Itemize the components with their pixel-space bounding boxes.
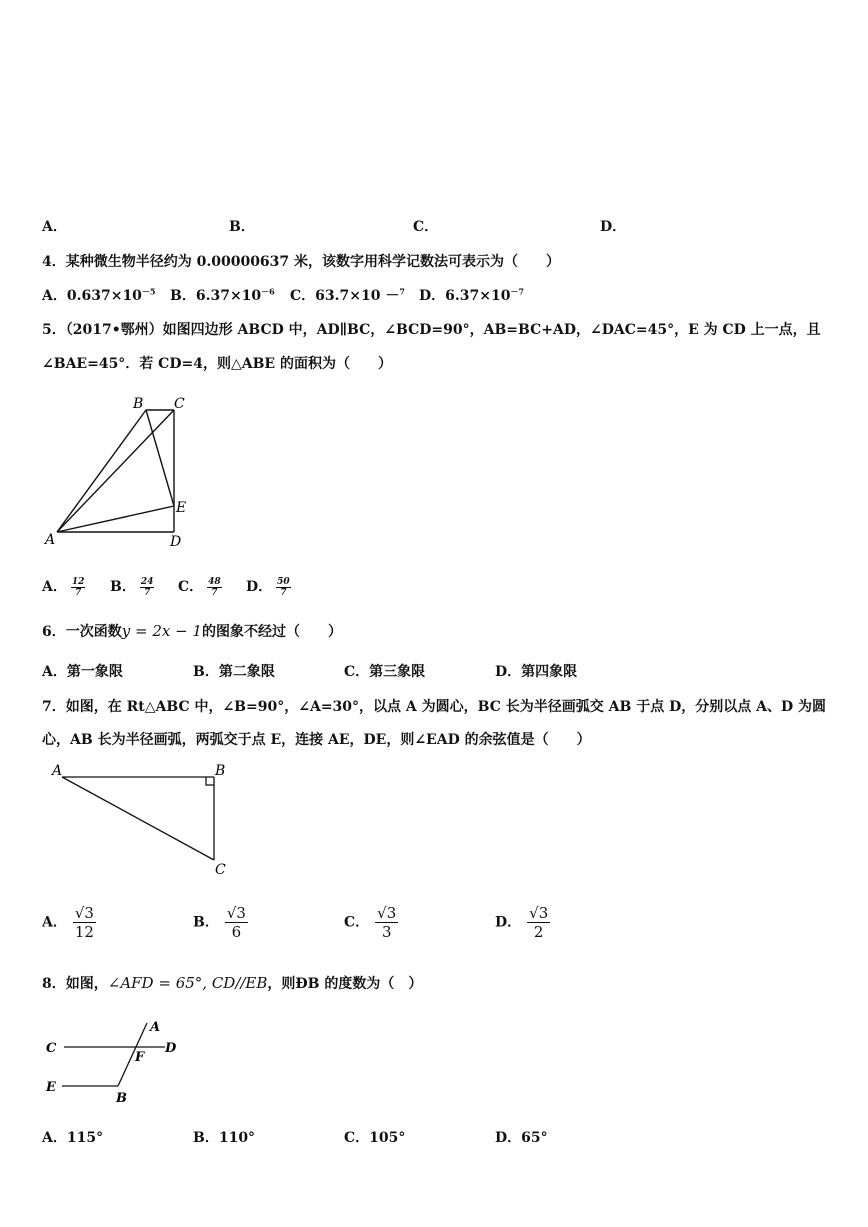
q5-option-d[interactable]: D． $\frac{50}{7}$ (246, 576, 290, 598)
q3-option-b[interactable]: B． (229, 219, 255, 235)
q7-label-c: C (215, 862, 226, 878)
q4-option-c[interactable]: C．63.7×10 －$^7$ (290, 286, 405, 304)
q6-option-d[interactable]: D．第四象限 (495, 664, 578, 680)
q8-option-d[interactable]: D．65° (495, 1130, 548, 1146)
q5-option-b[interactable]: B． $\frac{24}{7}$ (110, 576, 154, 598)
q4-option-a[interactable]: A．$0.637\times 10^{-5}$ (42, 286, 156, 304)
q5-stem-line2: ∠BAE=45°．若 CD=4，则△ABE 的面积为（ ） (42, 356, 392, 372)
q7-stem-line2: 心，AB 长为半径画弧，两弧交于点 E，连接 AE，DE，则∠EAD 的余弦值是（ ） (42, 732, 591, 748)
q7-stem-line1: 7．如图，在 Rt△ABC 中，∠B=90°，∠A=30°，以点 A 为圆心，BC 长为半径画弧交 AB 于点 D，分别以点 A、D 为圆 (42, 699, 826, 715)
q7-right-angle-mark (206, 777, 214, 785)
q8-label-b: B (116, 1091, 127, 1106)
q6-formula: y = 2x − 1 (121, 622, 202, 640)
q5-label-e: E (176, 500, 187, 516)
q6-option-a[interactable]: A．第一象限 (42, 664, 123, 680)
q8-label-e: E (46, 1080, 56, 1095)
q6-option-b[interactable]: B．第二象限 (193, 664, 275, 680)
q7-figure (48, 760, 238, 880)
q6-stem: 6．一次函数y = 2x − 1的图象不经过（ ） (42, 622, 342, 640)
q5-line-ac (57, 410, 174, 532)
q7-option-a[interactable]: A． $\frac{√3}{12}$ (42, 904, 94, 941)
q8-option-a[interactable]: A．115° (42, 1130, 104, 1146)
q5-label-a: A (45, 532, 56, 548)
q6-option-c[interactable]: C．第三象限 (344, 664, 426, 680)
q3-option-a[interactable]: A． (42, 219, 67, 235)
q7-option-d[interactable]: D． $\frac{√3}{2}$ (495, 904, 549, 941)
q5-label-c: C (174, 396, 185, 412)
q8-stem: 8．如图，∠AFD = 65°, CD//EB，则ÐB 的度数为（ ） (42, 974, 423, 992)
q7-option-c[interactable]: C． $\frac{√3}{3}$ (344, 904, 397, 941)
q8-label-d: D (165, 1041, 177, 1056)
q8-label-c: C (46, 1041, 57, 1056)
q7-option-b[interactable]: B． $\frac{√3}{6}$ (193, 904, 246, 941)
q3-option-d[interactable]: D． (600, 219, 627, 235)
q5-option-c[interactable]: C． $\frac{48}{7}$ (178, 576, 221, 598)
q5-figure (40, 392, 200, 550)
q8-label-f: F (135, 1050, 145, 1065)
q5-line-ae (57, 506, 174, 532)
q7-label-a: A (52, 763, 63, 779)
q4-option-d[interactable]: D．$6.37\times 10^{-7}$ (419, 286, 525, 304)
q3-option-c[interactable]: C． (413, 219, 439, 235)
q7-line-ac (62, 777, 214, 860)
q5-line-ab (57, 410, 146, 532)
q5-label-b: B (133, 396, 144, 412)
q7-label-b: B (215, 763, 226, 779)
q8-option-c[interactable]: C．105° (344, 1130, 406, 1146)
q8-figure (40, 1013, 200, 1108)
q5-stem-line1: 5．（2017•鄂州）如图四边形 ABCD 中，AD∥BC，∠BCD=90°，AB=BC+AD，∠DAC=45°，E 为 CD 上一点，且 (42, 322, 821, 338)
q5-option-a[interactable]: A． $\frac{12}{7}$ (42, 576, 85, 598)
q5-label-d: D (170, 534, 182, 550)
q8-formula: ∠AFD = 65°, CD//EB (107, 974, 268, 992)
q4-stem: 4．某种微生物半径约为 0.00000637 米，该数字用科学记数法可表示为（ ） (42, 254, 561, 270)
q4-option-b[interactable]: B．$6.37\times 10^{-6}$ (170, 286, 275, 304)
q8-label-a: A (150, 1020, 161, 1035)
q8-option-b[interactable]: B．110° (193, 1130, 256, 1146)
